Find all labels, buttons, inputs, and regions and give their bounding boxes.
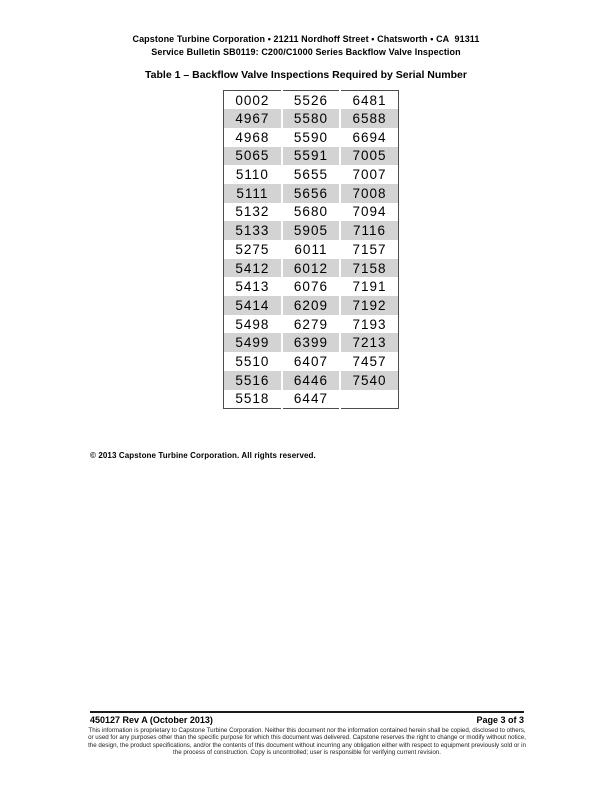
serial-cell: 5275 [235, 241, 270, 257]
serial-cell: 6588 [340, 109, 398, 128]
serial-cell: 4968 [235, 129, 270, 145]
footer-doc-number: 450127 Rev A (October 2013) [90, 715, 213, 725]
table-row [224, 315, 399, 334]
serial-cell: 7005 [340, 147, 398, 166]
table-row [224, 390, 399, 409]
serial-cell: 5414 [235, 297, 270, 313]
serial-cell: 7192 [340, 296, 398, 315]
serial-cell: 0002 [235, 92, 270, 108]
serial-cell: 6011 [282, 240, 340, 259]
serial-cell: 5498 [235, 316, 270, 332]
footer-divider [90, 711, 524, 713]
table-title: Table 1 – Backflow Valve Inspections Required by Serial Number [145, 69, 467, 81]
serial-cell: 6447 [282, 390, 340, 409]
serial-cell: 6076 [282, 277, 340, 296]
serial-cell: 5413 [235, 279, 270, 295]
serial-cell: 5656 [282, 184, 340, 203]
serial-cell: 5580 [282, 109, 340, 128]
serial-cell: 5510 [235, 353, 270, 369]
serial-cell: 5132 [235, 204, 270, 220]
header-bulletin-line: Service Bulletin SB0119: C200/C1000 Series Backflow Valve Inspection [151, 47, 461, 57]
table-row [224, 165, 399, 184]
serial-cell: 7457 [340, 352, 398, 371]
serial-cell: 5590 [282, 128, 340, 147]
copyright-line: © 2013 Capstone Turbine Corporation. All rights reserved. [90, 451, 316, 460]
serial-cell: 6446 [282, 371, 340, 390]
table-row [224, 296, 399, 315]
table-row [224, 277, 399, 296]
table-row [224, 203, 399, 222]
serial-cell: 5412 [235, 260, 270, 276]
footer-page-number: Page 3 of 3 [476, 715, 524, 725]
table-row [224, 221, 399, 240]
table-row [224, 352, 399, 371]
table-row [224, 259, 399, 278]
serial-cell: 5518 [235, 391, 270, 407]
serial-cell: 7540 [340, 371, 398, 390]
serial-cell: 6209 [282, 296, 340, 315]
serial-cell: 6481 [340, 91, 398, 110]
serial-cell: 7193 [340, 315, 398, 334]
table-row [224, 371, 399, 390]
serial-cell: 5680 [282, 203, 340, 222]
serial-cell: 7157 [340, 240, 398, 259]
header-company-line: Capstone Turbine Corporation • 21211 Nordhoff Street • Chatsworth • CA 91311 [132, 34, 480, 44]
serial-cell: 6279 [282, 315, 340, 334]
serial-cell: 7116 [340, 221, 398, 240]
serial-cell: 5526 [282, 91, 340, 110]
serial-cell: 5111 [236, 185, 269, 201]
serial-cell: 7158 [340, 259, 398, 278]
serial-cell: 7007 [340, 165, 398, 184]
serial-cell: 4967 [235, 111, 270, 127]
serial-cell: 7008 [340, 184, 398, 203]
serial-cell: 5591 [282, 147, 340, 166]
serial-cell: 5499 [235, 335, 270, 351]
serial-cell: 6012 [282, 259, 340, 278]
serial-cell: 5133 [235, 223, 270, 239]
serial-cell [340, 390, 398, 409]
table-row [224, 333, 399, 352]
serial-cell: 5905 [282, 221, 340, 240]
footer-disclaimer: This information is proprietary to Capstone Turbine Corporation. Neither this document nor the information contained herein shall be copied, disclosed to others, or used for any purposes other than the specific purpose for which this document was delivered. Capstone reserves the right to change or modify without notice, the design, the product specifications, and/or the contents of this document without incurring any obligation either with respect to equipment previously sold or in the process of construction. Copy is uncontrolled; user is responsible for verifying current revision. [88, 727, 526, 757]
serial-cell: 5516 [235, 372, 270, 388]
table-row [224, 128, 399, 147]
table-row [224, 91, 399, 110]
serial-cell: 6399 [282, 333, 340, 352]
serial-cell: 7191 [340, 277, 398, 296]
serial-cell: 7094 [340, 203, 398, 222]
table-row [224, 240, 399, 259]
serial-cell: 6407 [282, 352, 340, 371]
serial-cell: 7213 [340, 333, 398, 352]
serial-number-table [223, 90, 399, 409]
serial-cell: 5065 [235, 148, 270, 164]
table-row [224, 147, 399, 166]
serial-cell: 6694 [340, 128, 398, 147]
serial-cell: 5110 [235, 167, 269, 183]
serial-cell: 5655 [282, 165, 340, 184]
footer-row [90, 715, 524, 725]
table-row [224, 109, 399, 128]
table-row [224, 184, 399, 203]
